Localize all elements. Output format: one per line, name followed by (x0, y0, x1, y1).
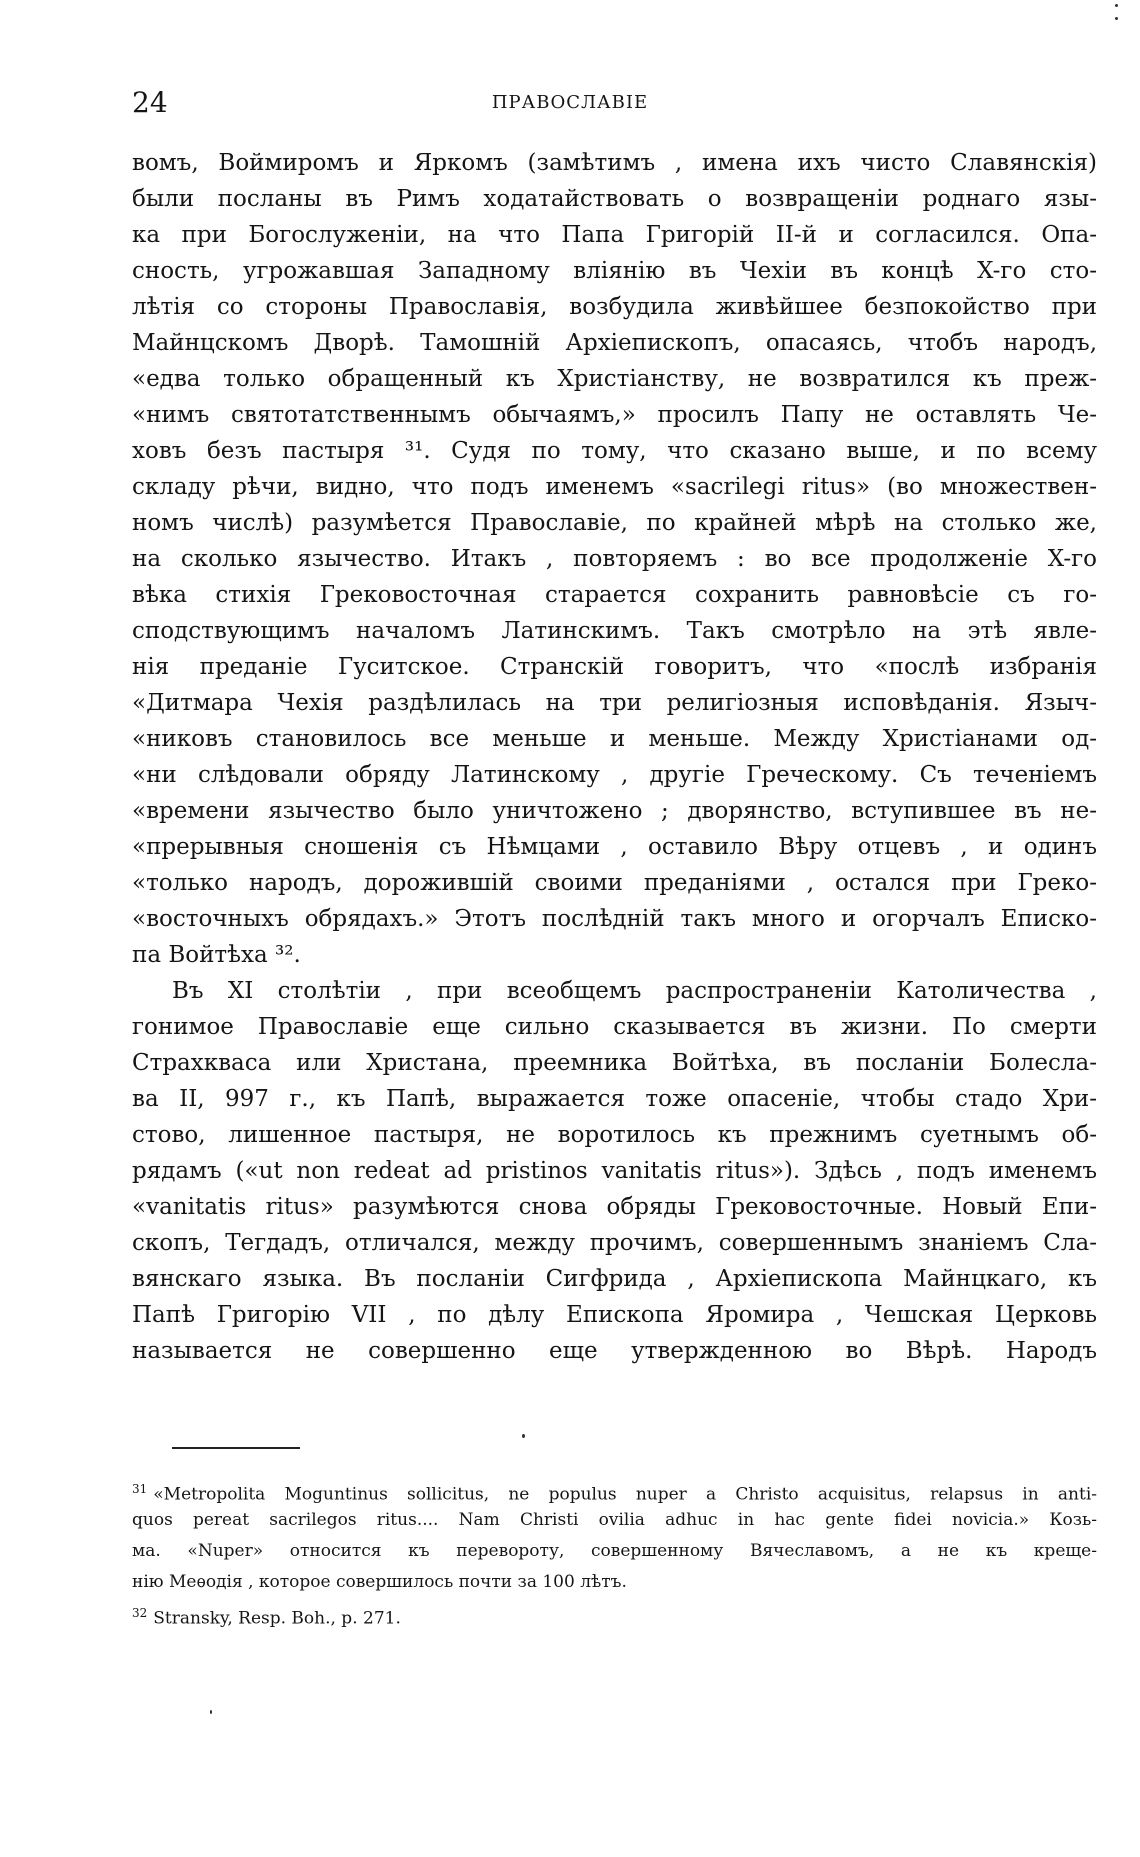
page-number: 24 (132, 86, 168, 119)
text-line: «времени язычество было уничтожено ; дворянство, вступившее въ не- (132, 798, 1097, 824)
text-line: ва II, 997 г., къ Папѣ, выражается тоже опасеніе, чтобы стадо Хри- (132, 1086, 1097, 1112)
text-line: гонимое Православіе еще сильно сказывается въ жизни. По смерти (132, 1014, 1097, 1040)
text-line: «восточныхъ обрядахъ.» Этотъ послѣдній такъ много и огорчалъ Еписко- (132, 906, 1097, 932)
text-line: «Дитмара Чехія раздѣлилась на три религіозныя исповѣданія. Языч- (132, 690, 1097, 716)
speck (1115, 4, 1118, 7)
text-line: па Войтѣха ³². (132, 942, 301, 968)
text-line: были посланы въ Римъ ходатайствовать о возвращеніи роднаго язы- (132, 186, 1097, 212)
footnote-line: quos pereat sacrilegos ritus.... Nam Christi ovilia adhuc in hac gente fidei novicia.» Козь- (132, 1510, 1097, 1530)
footnotes (132, 1474, 1097, 1629)
text-line: скопъ, Тегдадъ, отличался, между прочимъ, совершеннымъ знаніемъ Сла- (132, 1230, 1097, 1256)
text-line: лѣтія со стороны Православія, возбудила живѣйшее безпокойство при (132, 294, 1097, 320)
text-line: «едва только обращенный къ Христіанству, не возвратился къ преж- (132, 366, 1097, 392)
text-line: нія преданіе Гуситское. Странскій говоритъ, что «послѣ избранія (132, 654, 1097, 680)
footnote-marker: 31 (132, 1482, 148, 1496)
text-line: вѣка стихія Грековосточная старается сохранить равновѣсіе съ го- (132, 582, 1097, 608)
footnote-31 (132, 1474, 1097, 1505)
footnote-line: нію Меѳодія , которое совершилось почти за 100 лѣтъ. (132, 1572, 627, 1592)
body-text (132, 145, 1097, 1369)
text-line: «нимъ святотатственнымъ обычаямъ,» просилъ Папу не оставлять Че- (132, 402, 1097, 428)
text-line: сподствующимъ началомъ Латинскимъ. Такъ смотрѣло на этѣ явле- (132, 618, 1097, 644)
text-line: ховъ безъ пастыря ³¹. Судя по тому, что сказано выше, и по всему (132, 438, 1097, 464)
text-line: вомъ, Воймиромъ и Яркомъ (замѣтимъ , имена ихъ чисто Славянскія) (132, 150, 1097, 176)
speck (1115, 17, 1118, 20)
text-line: складу рѣчи, видно, что подъ именемъ «sacrilegi ritus» (во множествен- (132, 474, 1097, 500)
text-line: «vanitatis ritus» разумѣются снова обряды Грековосточные. Новый Епи- (132, 1194, 1097, 1220)
running-title: ПРАВОСЛАВІЕ (491, 92, 649, 113)
footnote-line: ма. «Nuper» относится къ перевороту, совершенному Вячеславомъ, а не къ креще- (132, 1541, 1097, 1561)
footnote-text: Stransky, Resp. Boh., p. 271. (153, 1608, 401, 1629)
text-line: ка при Богослуженіи, на что Папа Григорій II-й и согласился. Опа- (132, 222, 1097, 248)
text-line: стово, лишенное пастыря, не воротилось къ прежнимъ суетнымъ об- (132, 1122, 1097, 1148)
text-line: «прерывныя сношенія съ Нѣмцами , оставило Вѣру отцевъ , и одинъ (132, 834, 1097, 860)
text-line: Страхкваса или Христана, преемника Войтѣха, въ посланіи Болесла- (132, 1050, 1097, 1076)
text-line: «только народъ, дорожившій своими преданіями , остался при Греко- (132, 870, 1097, 896)
text-line: рядамъ («ut non redeat ad pristinos vanitatis ritus»). Здѣсь , подъ именемъ (132, 1158, 1097, 1184)
speck (210, 1710, 212, 1714)
footnote-marker: 32 (132, 1606, 148, 1620)
text-line: «никовъ становилось все меньше и меньше. Между Христіанами од- (132, 726, 1097, 752)
text-line: на сколько язычество. Итакъ , повторяемъ : во все продолженіе X-го (132, 546, 1097, 572)
text-line: Майнцскомъ Дворѣ. Тамошній Архіепископъ, опасаясь, чтобъ народъ, (132, 330, 1097, 356)
text-line: Въ XI столѣтіи , при всеобщемъ распространеніи Католичества , (172, 978, 1097, 1004)
speck (522, 1434, 525, 1438)
text-line: Папѣ Григорію VII , по дѣлу Епископа Яромира , Чешская Церковь (132, 1302, 1097, 1328)
footnote-text: «Metropolita Moguntinus sollicitus, ne populus nuper a Christo acquisitus, relapsus in anti- (153, 1484, 1097, 1505)
footnote-rule (172, 1447, 300, 1449)
footnote-32 (132, 1598, 1097, 1629)
text-line: сность, угрожавшая Западному вліянію въ Чехіи въ концѣ X-го сто- (132, 258, 1097, 284)
text-line: вянскаго языка. Въ посланіи Сигфрида , Архіепископа Майнцкаго, къ (132, 1266, 1097, 1292)
text-line: «ни слѣдовали обряду Латинскому , другіе Греческому. Съ теченіемъ (132, 762, 1097, 788)
text-line: номъ числѣ) разумѣется Православіе, по крайней мѣрѣ на столько же, (132, 510, 1097, 536)
text-line: называется не совершенно еще утвержденною во Вѣрѣ. Народъ (132, 1338, 1097, 1364)
